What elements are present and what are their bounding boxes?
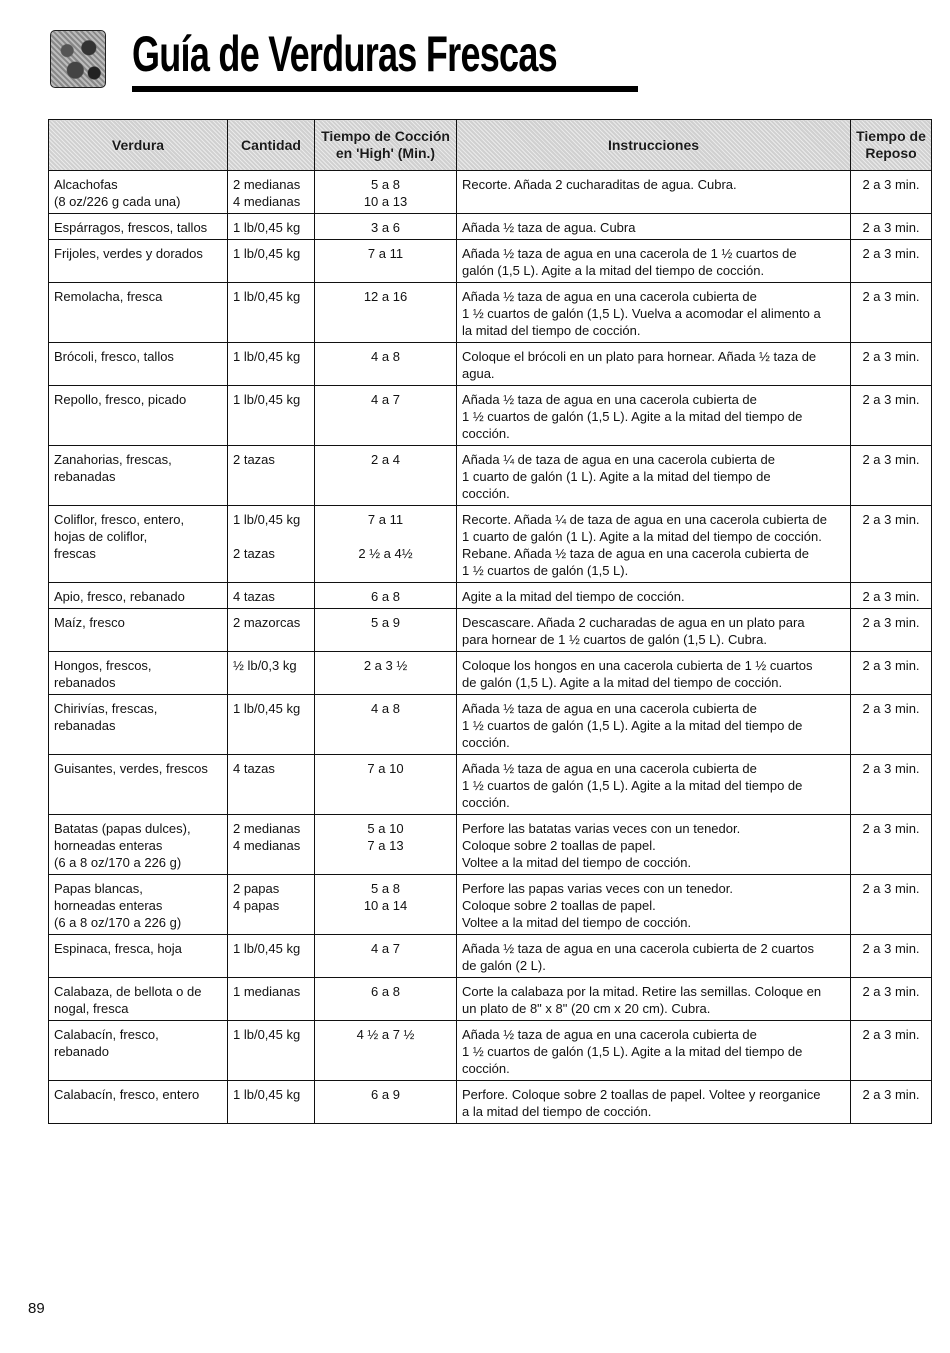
vegetable-cell-line: Papas blancas, — [54, 881, 143, 896]
header-instructions: Instrucciones — [457, 120, 851, 171]
table-row — [49, 875, 932, 935]
standing-time-cell — [851, 1081, 932, 1124]
cook-time-cell-line: 7 a 11 — [367, 246, 404, 261]
vegetable-cell-line: Maíz, fresco — [54, 615, 125, 630]
instructions-cell-line: 1 ½ cuartos de galón (1,5 L). Agite a la mitad del tiempo de — [462, 409, 803, 424]
quantity-cell-line: 4 tazas — [233, 589, 275, 604]
vegetable-cell — [49, 583, 228, 609]
instructions-cell-line: 1 ½ cuartos de galón (1,5 L). Agite a la mitad del tiempo de — [462, 778, 803, 793]
instructions-cell-line: galón (1,5 L). Agite a la mitad del tiempo de cocción. — [462, 263, 765, 278]
standing-time-cell — [851, 240, 932, 283]
cook-time-cell — [315, 446, 457, 506]
vegetable-cell — [49, 214, 228, 240]
standing-time-cell-text: 2 a 3 min. — [862, 821, 920, 836]
instructions-cell — [457, 214, 851, 240]
standing-time-cell-text: 2 a 3 min. — [862, 220, 920, 235]
table-body — [49, 171, 932, 1124]
quantity-cell — [228, 240, 315, 283]
cook-time-cell-line: 6 a 8 — [371, 589, 400, 604]
quantity-cell — [228, 695, 315, 755]
instructions-cell — [457, 1021, 851, 1081]
quantity-cell-line: 2 papas — [233, 881, 280, 896]
standing-time-cell — [851, 171, 932, 214]
standing-time-cell-text: 2 a 3 min. — [862, 246, 920, 261]
table-row — [49, 1021, 932, 1081]
quantity-cell — [228, 875, 315, 935]
table-row — [49, 815, 932, 875]
standing-time-cell — [851, 506, 932, 583]
cook-time-cell-line: 4 a 8 — [371, 349, 400, 364]
table-row — [49, 978, 932, 1021]
instructions-cell-line: cocción. — [462, 735, 510, 750]
standing-time-cell-text: 2 a 3 min. — [862, 881, 920, 896]
quantity-cell-line: 2 tazas — [233, 546, 275, 561]
instructions-cell-line: cocción. — [462, 426, 510, 441]
instructions-cell-line: Añada ½ taza de agua en una cacerola cubierta de — [462, 1027, 757, 1042]
instructions-cell-line: Corte la calabaza por la mitad. Retire las semillas. Coloque en — [462, 984, 822, 999]
quantity-cell — [228, 652, 315, 695]
cook-time-cell — [315, 978, 457, 1021]
standing-time-cell-text: 2 a 3 min. — [862, 941, 920, 956]
instructions-cell — [457, 171, 851, 214]
table-row — [49, 343, 932, 386]
instructions-cell-line: Añada ¼ de taza de agua en una cacerola cubierta de — [462, 452, 775, 467]
standing-time-cell-text: 2 a 3 min. — [862, 701, 920, 716]
standing-time-cell — [851, 283, 932, 343]
cook-time-cell — [315, 695, 457, 755]
vegetable-cell — [49, 935, 228, 978]
instructions-cell-line: Añada ½ taza de agua en una cacerola cubierta de 2 cuartos — [462, 941, 814, 956]
quantity-cell — [228, 506, 315, 583]
cook-time-cell-line: 10 a 14 — [363, 898, 408, 913]
standing-time-cell — [851, 214, 932, 240]
instructions-cell-line: Añada ½ taza de agua. Cubra — [462, 220, 636, 235]
cook-time-cell-line: 4 a 7 — [371, 941, 400, 956]
standing-time-cell — [851, 755, 932, 815]
instructions-cell-line: Añada ½ taza de agua en una cacerola cubierta de — [462, 289, 757, 304]
instructions-cell-line: Agite a la mitad del tiempo de cocción. — [462, 589, 685, 604]
cook-time-cell-line: 12 a 16 — [363, 289, 408, 304]
cook-time-cell — [315, 875, 457, 935]
header-standing-time: Tiempo de Reposo — [851, 120, 932, 171]
cook-time-cell-line: 2 a 3 ½ — [363, 658, 408, 673]
instructions-cell-line: de galón (1,5 L). Agite a la mitad del tiempo de cocción. — [462, 675, 783, 690]
vegetable-cell — [49, 755, 228, 815]
quantity-cell — [228, 283, 315, 343]
instructions-cell-line: 1 ½ cuartos de galón (1,5 L). Vuelva a acomodar el alimento a — [462, 306, 821, 321]
instructions-cell-line: la mitad del tiempo de cocción. — [462, 323, 641, 338]
quantity-cell-line: 4 papas — [233, 898, 280, 913]
vegetable-cell-line: horneadas enteras — [54, 838, 163, 853]
cook-time-cell — [315, 283, 457, 343]
instructions-cell-line: 1 ½ cuartos de galón (1,5 L). Agite a la mitad del tiempo de — [462, 1044, 803, 1059]
instructions-cell-line: a la mitad del tiempo de cocción. — [462, 1104, 652, 1119]
vegetable-cell — [49, 652, 228, 695]
cook-time-cell-line: 6 a 8 — [371, 984, 400, 999]
instructions-cell-line: un plato de 8" x 8" (20 cm x 20 cm). Cubra. — [462, 1001, 711, 1016]
instructions-cell — [457, 343, 851, 386]
vegetable-cell — [49, 283, 228, 343]
cook-time-cell — [315, 935, 457, 978]
standing-time-cell — [851, 978, 932, 1021]
standing-time-cell — [851, 343, 932, 386]
vegetable-cell-line: Guisantes, verdes, frescos — [54, 761, 208, 776]
table-row — [49, 755, 932, 815]
quantity-cell-line: 1 lb/0,45 kg — [233, 246, 301, 261]
quantity-cell — [228, 386, 315, 446]
standing-time-cell — [851, 446, 932, 506]
cook-time-cell-line: 4 a 8 — [371, 701, 400, 716]
table-row — [49, 695, 932, 755]
instructions-cell-line: Recorte. Añada ¼ de taza de agua en una cacerola cubierta de — [462, 512, 827, 527]
vegetable-cell-line: Batatas (papas dulces), — [54, 821, 191, 836]
instructions-cell-line: cocción. — [462, 795, 510, 810]
cook-time-cell — [315, 583, 457, 609]
header-cook-time: Tiempo de Cocción en 'High' (Min.) — [315, 120, 457, 171]
cook-time-cell-line: 7 a 13 — [367, 838, 404, 853]
instructions-cell-line: Perfore las papas varias veces con un tenedor. — [462, 881, 733, 896]
cook-time-cell — [315, 815, 457, 875]
instructions-cell-line: Coloque el brócoli en un plato para hornear. Añada ½ taza de — [462, 349, 817, 364]
table-row — [49, 583, 932, 609]
standing-time-cell-text: 2 a 3 min. — [862, 761, 920, 776]
cook-time-cell-line: 7 a 10 — [367, 761, 404, 776]
vegetable-cell-line: Chirivías, frescas, — [54, 701, 158, 716]
instructions-cell-line: Añada ½ taza de agua en una cacerola cubierta de — [462, 701, 757, 716]
quantity-cell — [228, 1081, 315, 1124]
quantity-cell — [228, 214, 315, 240]
cook-time-cell-line: 7 a 11 — [367, 512, 404, 527]
standing-time-cell — [851, 386, 932, 446]
vegetable-cell-line: (6 a 8 oz/170 a 226 g) — [54, 915, 182, 930]
cook-time-cell — [315, 1081, 457, 1124]
vegetable-cell — [49, 171, 228, 214]
cook-time-cell-line: 4 a 7 — [371, 392, 400, 407]
vegetable-cell-line: Espárragos, frescos, tallos — [54, 220, 208, 235]
instructions-cell-line: 1 cuarto de galón (1 L). Agite a la mitad del tiempo de cocción. — [462, 529, 822, 544]
cook-time-cell-line: 5 a 9 — [371, 615, 400, 630]
instructions-cell-line: Añada ½ taza de agua en una cacerola de 1 ½ cuartos de — [462, 246, 797, 261]
cook-time-cell — [315, 755, 457, 815]
table-row — [49, 171, 932, 214]
vegetable-cell — [49, 386, 228, 446]
cook-time-cell-line: 2 a 4 — [371, 452, 400, 467]
instructions-cell-line: Voltee a la mitad del tiempo de cocción. — [462, 915, 692, 930]
table-row — [49, 283, 932, 343]
standing-time-cell-text: 2 a 3 min. — [862, 984, 920, 999]
vegetable-cell-line: rebanadas — [54, 469, 116, 484]
table-row — [49, 446, 932, 506]
standing-time-cell-text: 2 a 3 min. — [862, 392, 920, 407]
vegetable-cell-line: Calabaza, de bellota o de — [54, 984, 202, 999]
vegetable-cell-line: rebanado — [54, 1044, 109, 1059]
standing-time-cell-text: 2 a 3 min. — [862, 512, 920, 527]
instructions-cell-line: Descascare. Añada 2 cucharadas de agua en un plato para — [462, 615, 805, 630]
vegetable-cell — [49, 506, 228, 583]
quantity-cell-line — [233, 528, 309, 545]
quantity-cell-line: 4 medianas — [233, 838, 301, 853]
vegetable-cell-line: nogal, fresca — [54, 1001, 129, 1016]
vegetable-cell — [49, 978, 228, 1021]
cook-time-cell — [315, 343, 457, 386]
standing-time-cell — [851, 583, 932, 609]
vegetable-cell-line: Calabacín, fresco, — [54, 1027, 159, 1042]
vegetable-cell-line: Alcachofas — [54, 177, 118, 192]
quantity-cell — [228, 343, 315, 386]
cook-time-cell-line: 5 a 10 — [367, 821, 404, 836]
quantity-cell-line: 2 medianas — [233, 821, 301, 836]
vegetable-cell-line: horneadas enteras — [54, 898, 163, 913]
cook-time-cell — [315, 652, 457, 695]
quantity-cell — [228, 171, 315, 214]
quantity-cell-line: 1 lb/0,45 kg — [233, 349, 301, 364]
vegetable-cell — [49, 1021, 228, 1081]
vegetable-cell — [49, 240, 228, 283]
instructions-cell-line: Voltee a la mitad del tiempo de cocción. — [462, 855, 692, 870]
standing-time-cell-text: 2 a 3 min. — [862, 289, 920, 304]
vegetable-cell-line: Repollo, fresco, picado — [54, 392, 187, 407]
vegetable-cell-line: Frijoles, verdes y dorados — [54, 246, 203, 261]
quantity-cell — [228, 978, 315, 1021]
standing-time-cell-text: 2 a 3 min. — [862, 349, 920, 364]
instructions-cell-line: cocción. — [462, 1061, 510, 1076]
title-underline — [132, 86, 638, 92]
quantity-cell-line: 1 lb/0,45 kg — [233, 289, 301, 304]
vegetable-cell-line: Coliflor, fresco, entero, — [54, 512, 185, 527]
standing-time-cell-text: 2 a 3 min. — [862, 452, 920, 467]
quantity-cell-line: 4 tazas — [233, 761, 275, 776]
cook-time-cell — [315, 171, 457, 214]
quantity-cell-line: 1 lb/0,45 kg — [233, 392, 301, 407]
instructions-cell — [457, 240, 851, 283]
standing-time-cell-text: 2 a 3 min. — [862, 1027, 920, 1042]
instructions-cell — [457, 978, 851, 1021]
cook-time-cell-line: 3 a 6 — [371, 220, 400, 235]
quantity-cell-line: 1 lb/0,45 kg — [233, 1027, 301, 1042]
vegetable-cell-line: frescas — [54, 546, 96, 561]
instructions-cell — [457, 446, 851, 506]
cook-time-cell-line: 5 a 8 — [371, 881, 400, 896]
vegetable-cell-line: Remolacha, fresca — [54, 289, 163, 304]
quantity-cell — [228, 935, 315, 978]
table-row — [49, 1081, 932, 1124]
vegetable-cell-line: hojas de coliflor, — [54, 529, 148, 544]
vegetable-cell — [49, 815, 228, 875]
standing-time-cell — [851, 652, 932, 695]
vegetable-cell — [49, 609, 228, 652]
quantity-cell-line: 1 lb/0,45 kg — [233, 220, 301, 235]
instructions-cell-line: de galón (2 L). — [462, 958, 546, 973]
standing-time-cell — [851, 695, 932, 755]
table-row — [49, 386, 932, 446]
standing-time-cell — [851, 935, 932, 978]
instructions-cell-line: Coloque sobre 2 toallas de papel. — [462, 898, 656, 913]
instructions-cell-line: cocción. — [462, 486, 510, 501]
standing-time-cell — [851, 1021, 932, 1081]
instructions-cell — [457, 583, 851, 609]
quantity-cell-line: 1 lb/0,45 kg — [233, 941, 301, 956]
vegetables-photo-icon — [50, 30, 106, 88]
instructions-cell-line: Añada ½ taza de agua en una cacerola cubierta de — [462, 392, 757, 407]
instructions-cell-line: Coloque sobre 2 toallas de papel. — [462, 838, 656, 853]
vegetable-cell — [49, 343, 228, 386]
vegetable-cell — [49, 695, 228, 755]
table-row — [49, 652, 932, 695]
page-title: Guía de Verduras Frescas — [132, 26, 557, 82]
quantity-cell — [228, 1021, 315, 1081]
standing-time-cell — [851, 609, 932, 652]
standing-time-cell-text: 2 a 3 min. — [862, 615, 920, 630]
quantity-cell — [228, 583, 315, 609]
instructions-cell-line: 1 ½ cuartos de galón (1,5 L). — [462, 563, 629, 578]
standing-time-cell — [851, 875, 932, 935]
cook-time-cell-line: 6 a 9 — [371, 1087, 400, 1102]
instructions-cell — [457, 935, 851, 978]
vegetable-cell-line: Zanahorias, frescas, — [54, 452, 172, 467]
quantity-cell-line: 1 lb/0,45 kg — [233, 1087, 301, 1102]
vegetable-cell-line: Espinaca, fresca, hoja — [54, 941, 182, 956]
quantity-cell-line: 1 lb/0,45 kg — [233, 512, 301, 527]
table-row — [49, 240, 932, 283]
instructions-cell-line: Rebane. Añada ½ taza de agua en una cacerola cubierta de — [462, 546, 809, 561]
vegetable-guide-table — [48, 119, 932, 1124]
cook-time-cell-line: 4 ½ a 7 ½ — [356, 1027, 415, 1042]
instructions-cell-line: Perfore. Coloque sobre 2 toallas de papel. Voltee y reorganice — [462, 1087, 821, 1102]
vegetable-cell-line: Apio, fresco, rebanado — [54, 589, 185, 604]
vegetable-cell-line: rebanadas — [54, 718, 116, 733]
quantity-cell — [228, 446, 315, 506]
cook-time-cell-line: 10 a 13 — [363, 194, 408, 209]
table-row — [49, 609, 932, 652]
instructions-cell-line: Coloque los hongos en una cacerola cubierta de 1 ½ cuartos — [462, 658, 813, 673]
instructions-cell — [457, 1081, 851, 1124]
instructions-cell-line: Recorte. Añada 2 cucharaditas de agua. Cubra. — [462, 177, 737, 192]
quantity-cell — [228, 815, 315, 875]
cook-time-cell-line — [320, 528, 451, 545]
instructions-cell — [457, 386, 851, 446]
instructions-cell-line: 1 cuarto de galón (1 L). Agite a la mitad del tiempo de — [462, 469, 771, 484]
quantity-cell-line: 1 medianas — [233, 984, 301, 999]
cook-time-cell-line: 2 ½ a 4½ — [358, 546, 413, 561]
instructions-cell-line: Añada ½ taza de agua en una cacerola cubierta de — [462, 761, 757, 776]
instructions-cell-line: Perfore las batatas varias veces con un tenedor. — [462, 821, 741, 836]
quantity-cell-line: 1 lb/0,45 kg — [233, 701, 301, 716]
vegetable-cell-line: (6 a 8 oz/170 a 226 g) — [54, 855, 182, 870]
instructions-cell — [457, 695, 851, 755]
page-header — [50, 22, 610, 102]
vegetable-cell-line: rebanados — [54, 675, 116, 690]
quantity-cell-line: ½ lb/0,3 kg — [233, 658, 297, 673]
header-quantity: Cantidad — [228, 120, 315, 171]
instructions-cell-line: agua. — [462, 366, 495, 381]
vegetable-cell — [49, 875, 228, 935]
instructions-cell-line: 1 ½ cuartos de galón (1,5 L). Agite a la mitad del tiempo de — [462, 718, 803, 733]
vegetable-cell — [49, 1081, 228, 1124]
instructions-cell — [457, 283, 851, 343]
instructions-cell — [457, 815, 851, 875]
quantity-cell-line: 4 medianas — [233, 194, 301, 209]
vegetable-cell — [49, 446, 228, 506]
instructions-cell — [457, 755, 851, 815]
page-number: 89 — [28, 1300, 45, 1317]
vegetable-cell-line: Hongos, frescos, — [54, 658, 152, 673]
standing-time-cell-text: 2 a 3 min. — [862, 1087, 920, 1102]
instructions-cell — [457, 652, 851, 695]
quantity-cell-line: 2 tazas — [233, 452, 275, 467]
instructions-cell-line: para hornear de 1 ½ cuartos de galón (1,5 L). Cubra. — [462, 632, 767, 647]
cook-time-cell — [315, 386, 457, 446]
standing-time-cell-text: 2 a 3 min. — [862, 589, 920, 604]
quantity-cell-line: 2 mazorcas — [233, 615, 301, 630]
quantity-cell-line: 2 medianas — [233, 177, 301, 192]
cook-time-cell-line: 5 a 8 — [371, 177, 400, 192]
cook-time-cell — [315, 240, 457, 283]
quantity-cell — [228, 609, 315, 652]
standing-time-cell-text: 2 a 3 min. — [862, 658, 920, 673]
cook-time-cell — [315, 609, 457, 652]
table-row — [49, 506, 932, 583]
cook-time-cell — [315, 1021, 457, 1081]
table-row — [49, 214, 932, 240]
instructions-cell — [457, 875, 851, 935]
cook-time-cell — [315, 506, 457, 583]
instructions-cell — [457, 609, 851, 652]
cook-time-cell — [315, 214, 457, 240]
standing-time-cell-text: 2 a 3 min. — [862, 177, 920, 192]
table-row — [49, 935, 932, 978]
standing-time-cell — [851, 815, 932, 875]
header-vegetable: Verdura — [49, 120, 228, 171]
vegetable-cell-line: Brócoli, fresco, tallos — [54, 349, 174, 364]
vegetable-cell-line: Calabacín, fresco, entero — [54, 1087, 200, 1102]
vegetable-cell-line: (8 oz/226 g cada una) — [54, 194, 181, 209]
table-header-row — [49, 120, 932, 171]
instructions-cell — [457, 506, 851, 583]
quantity-cell — [228, 755, 315, 815]
